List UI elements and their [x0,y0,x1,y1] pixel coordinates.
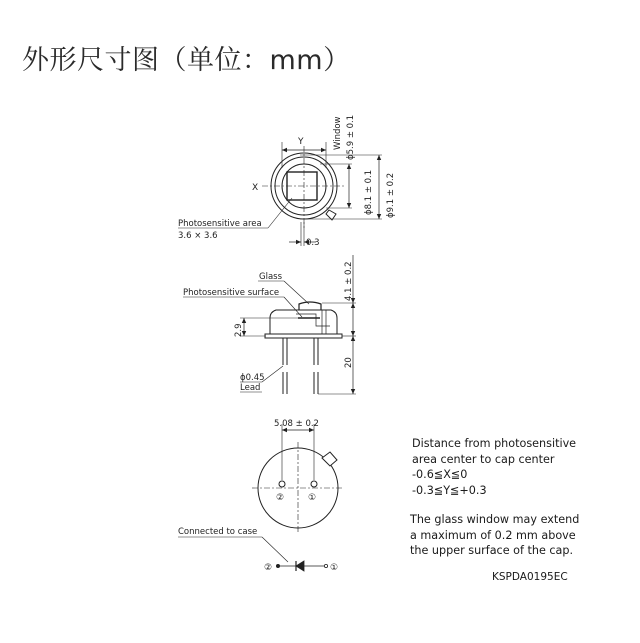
lead-label: Lead [240,383,261,393]
offset-dim: 0.3 [306,238,320,248]
glass-window [299,302,321,310]
pin-pitch-dim: 5.08 ± 0.2 [274,419,319,429]
schematic-pin-2: ② [264,563,273,573]
distance-note-line: Distance from photosensitive [412,437,577,450]
cap-flange [265,334,342,338]
pin-hole-1 [311,481,317,487]
surface-height-dim: 2.9 [234,323,244,337]
height-dim: 4.1 ± 0.2 [344,261,354,301]
pin-hole-2 [279,481,285,487]
connected-to-case-label: Connected to case [178,527,258,537]
glass-note-line: The glass window may extend [410,513,580,526]
glass-note [410,512,579,559]
photosensitive-area-size: 3.6 × 3.6 [178,231,218,241]
photosensitive-area-label: Photosensitive area [178,219,262,229]
base-tab [322,452,337,466]
distance-note [412,436,576,498]
window-dim: ϕ5.9 ± 0.1 [346,114,356,160]
inner-diameter-dim: ϕ8.1 ± 0.1 [364,169,374,215]
lead-length-dim: 20 [344,357,354,368]
axis-x-label: X [252,183,259,193]
y-range-line: -0.3≦Y≦+0.3 [412,483,487,497]
bottom-view [252,424,344,534]
x-range-line: -0.6≦X≦0 [412,468,468,481]
glass-note-line: a maximum of 0.2 mm above [410,528,576,542]
page-title: 外形尺寸图（单位：mm） [22,45,351,76]
schematic [178,537,328,571]
lead-diameter-dim: ϕ0.45 [240,373,265,383]
outer-diameter-dim: ϕ9.1 ± 0.2 [386,172,396,218]
distance-note-line: area center to cap center [412,452,555,466]
pin-1-marker: ① [308,493,317,503]
part-number: KSPDA0195EC [492,571,568,583]
photosensitive-surface-label: Photosensitive surface [183,288,280,298]
axis-y-label: Y [298,137,304,147]
window-label: Window [333,116,343,150]
glass-note-line: the upper surface of the cap. [410,544,574,557]
schematic-pin-1: ① [330,563,339,573]
glass-label: Glass [259,272,283,282]
pin-2-marker: ② [276,493,285,503]
photodiode-symbol [296,561,304,571]
